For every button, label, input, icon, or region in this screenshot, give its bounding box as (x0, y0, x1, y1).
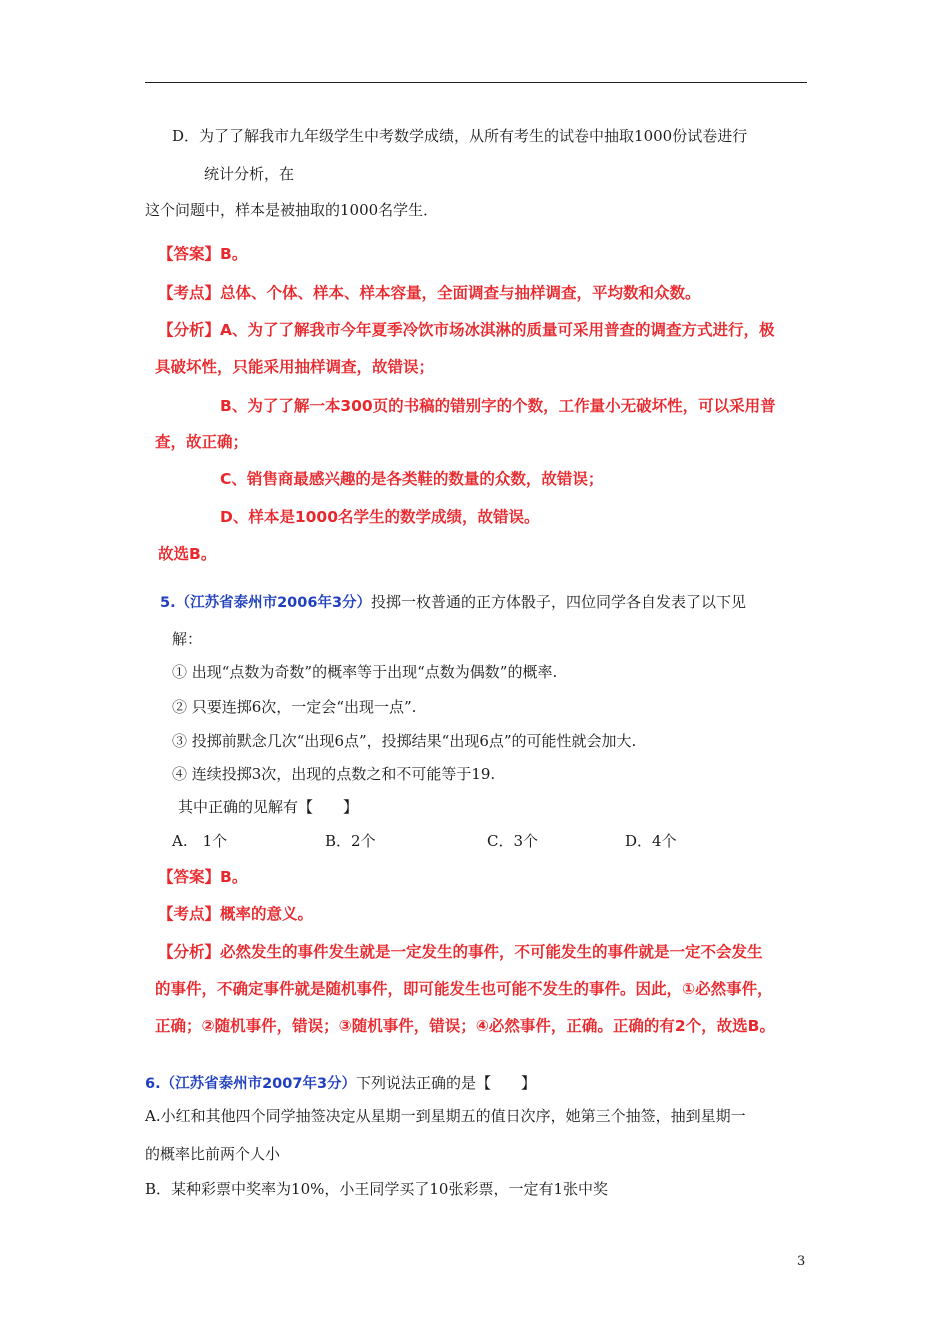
fenxi-prev-5: C、销售商最感兴趣的是各类鞋的数量的众数，故错误； (220, 470, 604, 488)
q5-fenxi-2: 的事件，不确定事件就是随机事件，即可能发生也可能不发生的事件。因此，①必然事件， (155, 980, 773, 998)
kaodian-prev: 【考点】总体、个体、样本、样本容量，全面调查与抽样调查，平均数和众数。 (158, 284, 701, 302)
q5-stem-line1 (160, 592, 746, 613)
answer-prev: 【答案】B。 (158, 245, 248, 263)
q5-statement-2: ② 只要连掷6次，一定会“出现一点”. (172, 698, 417, 716)
q6-option-b: B．某种彩票中奖率为10%，小王同学买了10张彩票，一定有1张中奖 (145, 1180, 608, 1198)
page-number: 3 (797, 1254, 806, 1269)
fenxi-prev-4: 查，故正确； (155, 433, 249, 451)
option-d-line1: D．为了了解我市九年级学生中考数学成绩，从所有考生的试卷中抽取1000份试卷进行 (172, 127, 748, 145)
q5-statement-4: ④ 连续投掷3次，出现的点数之和不可能等于19. (172, 765, 496, 783)
q5-statement-3: ③ 投掷前默念几次“出现6点”，投掷结果“出现6点”的可能性就会加大. (172, 732, 637, 750)
q5-statement-1: ① 出现“点数为奇数”的概率等于出现“点数为偶数”的概率. (172, 663, 558, 681)
q5-option-c: C．3个 (487, 832, 539, 850)
q6-stem: 下列说法正确的是【 】 (356, 1074, 537, 1092)
option-d-line2: 统计分析，在 (204, 165, 295, 183)
q6-source: 6.（江苏省泰州市2007年3分） (145, 1076, 357, 1092)
fenxi-prev-2: 具破坏性，只能采用抽样调查，故错误； (155, 358, 435, 376)
fenxi-prev-3: B、为了了解一本300页的书稿的错别字的个数，工作量小无破坏性，可以采用普 (220, 397, 776, 415)
q6-stem-line (145, 1073, 536, 1094)
q5-option-d: D．4个 (625, 832, 677, 850)
q5-source: 5.（江苏省泰州市2006年3分） (160, 595, 372, 611)
option-d-line3: 这个问题中，样本是被抽取的1000名学生． (145, 201, 439, 219)
fenxi-prev-6: D、样本是1000名学生的数学成绩，故错误。 (220, 508, 540, 526)
q5-kaodian: 【考点】概率的意义。 (158, 905, 314, 923)
q5-fenxi-1: 【分析】必然发生的事件发生就是一定发生的事件，不可能发生的事件就是一定不会发生 (158, 943, 763, 961)
q5-ask: 其中正确的见解有【 】 (178, 798, 359, 816)
q5-stem-line2: 解： (172, 630, 203, 648)
q6-option-a-line1: A.小红和其他四个同学抽签决定从星期一到星期五的值日次序，她第三个抽签，抽到星期一 (145, 1107, 746, 1125)
header-rule (145, 82, 807, 83)
fenxi-prev-7: 故选B。 (158, 545, 217, 563)
q6-option-a-line2: 的概率比前两个人小 (145, 1145, 281, 1163)
q5-option-a: A. 1个 (172, 832, 228, 850)
q5-option-b: B．2个 (325, 832, 376, 850)
q5-answer: 【答案】B。 (158, 868, 248, 886)
q5-fenxi-3: 正确；②随机事件，错误；③随机事件，错误；④必然事件，正确。正确的有2个，故选B。 (155, 1017, 775, 1035)
q5-stem: 投掷一枚普通的正方体骰子，四位同学各自发表了以下见 (371, 593, 747, 611)
fenxi-prev-1: 【分析】A、为了了解我市今年夏季冷饮市场冰淇淋的质量可采用普查的调查方式进行，极 (158, 321, 775, 339)
